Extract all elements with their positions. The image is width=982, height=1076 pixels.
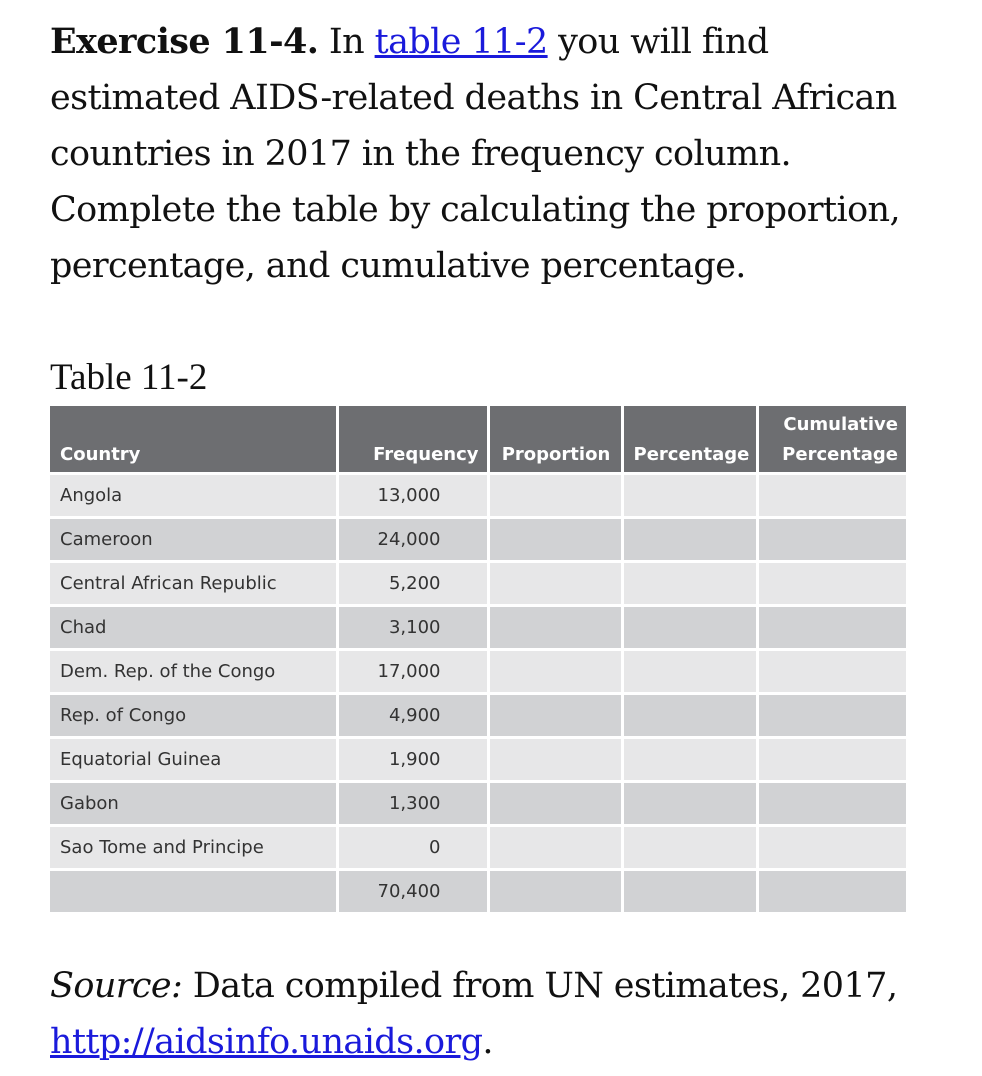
country-cell: Equatorial Guinea [50, 738, 337, 782]
source-paragraph [50, 958, 930, 1070]
proportion-cell [488, 518, 622, 562]
percentage-cell [622, 738, 757, 782]
table-header-row [50, 406, 906, 474]
percentage-cell [622, 826, 757, 870]
cumulative-cell [757, 826, 906, 870]
header-country: Country [50, 406, 337, 474]
total-label-cell [50, 870, 337, 914]
header-cumulative-percentage: Cumulative Percentage [757, 406, 906, 474]
cumulative-cell [757, 518, 906, 562]
cumulative-cell [757, 562, 906, 606]
frequency-cell: 1,300 [337, 782, 488, 826]
proportion-cell [488, 474, 622, 518]
source-label: Source: [50, 966, 183, 1006]
table-row [50, 782, 906, 826]
table-row [50, 826, 906, 870]
country-cell: Central African Republic [50, 562, 337, 606]
exercise-label: Exercise 11-4. [50, 21, 319, 62]
cumulative-cell [757, 694, 906, 738]
cumulative-cell [757, 474, 906, 518]
country-cell: Dem. Rep. of the Congo [50, 650, 337, 694]
exercise-paragraph [50, 14, 930, 294]
proportion-cell [488, 782, 622, 826]
country-cell: Angola [50, 474, 337, 518]
frequency-cell: 1,900 [337, 738, 488, 782]
total-percentage-cell [622, 870, 757, 914]
percentage-cell [622, 518, 757, 562]
table-row [50, 606, 906, 650]
frequency-cell: 0 [337, 826, 488, 870]
country-cell: Cameroon [50, 518, 337, 562]
table-row [50, 650, 906, 694]
table-total-row [50, 870, 906, 914]
frequency-cell: 5,200 [337, 562, 488, 606]
frequency-table [50, 406, 906, 915]
frequency-cell: 17,000 [337, 650, 488, 694]
proportion-cell [488, 738, 622, 782]
frequency-cell: 13,000 [337, 474, 488, 518]
percentage-cell [622, 474, 757, 518]
cumulative-cell [757, 650, 906, 694]
percentage-cell [622, 562, 757, 606]
source-text: Data compiled from UN estimates, 2017, [182, 966, 898, 1006]
table-row [50, 562, 906, 606]
header-frequency: Frequency [337, 406, 488, 474]
proportion-cell [488, 826, 622, 870]
percentage-cell [622, 650, 757, 694]
table-row [50, 474, 906, 518]
source-trailing: . [482, 1022, 493, 1062]
exercise-text-before-link: In [318, 22, 375, 62]
total-cumulative-cell [757, 870, 906, 914]
country-cell: Gabon [50, 782, 337, 826]
total-frequency-cell: 70,400 [337, 870, 488, 914]
frequency-cell: 4,900 [337, 694, 488, 738]
percentage-cell [622, 606, 757, 650]
table-title: Table 11-2 [50, 357, 208, 398]
frequency-cell: 24,000 [337, 518, 488, 562]
proportion-cell [488, 650, 622, 694]
frequency-cell: 3,100 [337, 606, 488, 650]
country-cell: Sao Tome and Principe [50, 826, 337, 870]
country-cell: Chad [50, 606, 337, 650]
exercise-text-after-link: you will find estimated AIDS-related deaths in Central African countries in 2017 in the frequency column. Complete the table by calculating the proportion, percentage, and cumulative percentage. [50, 22, 901, 286]
source-link[interactable]: http://aidsinfo.unaids.org [50, 1022, 483, 1062]
proportion-cell [488, 562, 622, 606]
percentage-cell [622, 694, 757, 738]
table-row [50, 738, 906, 782]
table-row [50, 518, 906, 562]
cumulative-cell [757, 606, 906, 650]
header-proportion: Proportion [488, 406, 622, 474]
proportion-cell [488, 606, 622, 650]
header-percentage: Percentage [622, 406, 757, 474]
proportion-cell [488, 694, 622, 738]
cumulative-cell [757, 782, 906, 826]
cumulative-cell [757, 738, 906, 782]
table-link[interactable]: table 11-2 [374, 22, 548, 62]
total-proportion-cell [488, 870, 622, 914]
table-row [50, 694, 906, 738]
percentage-cell [622, 782, 757, 826]
country-cell: Rep. of Congo [50, 694, 337, 738]
